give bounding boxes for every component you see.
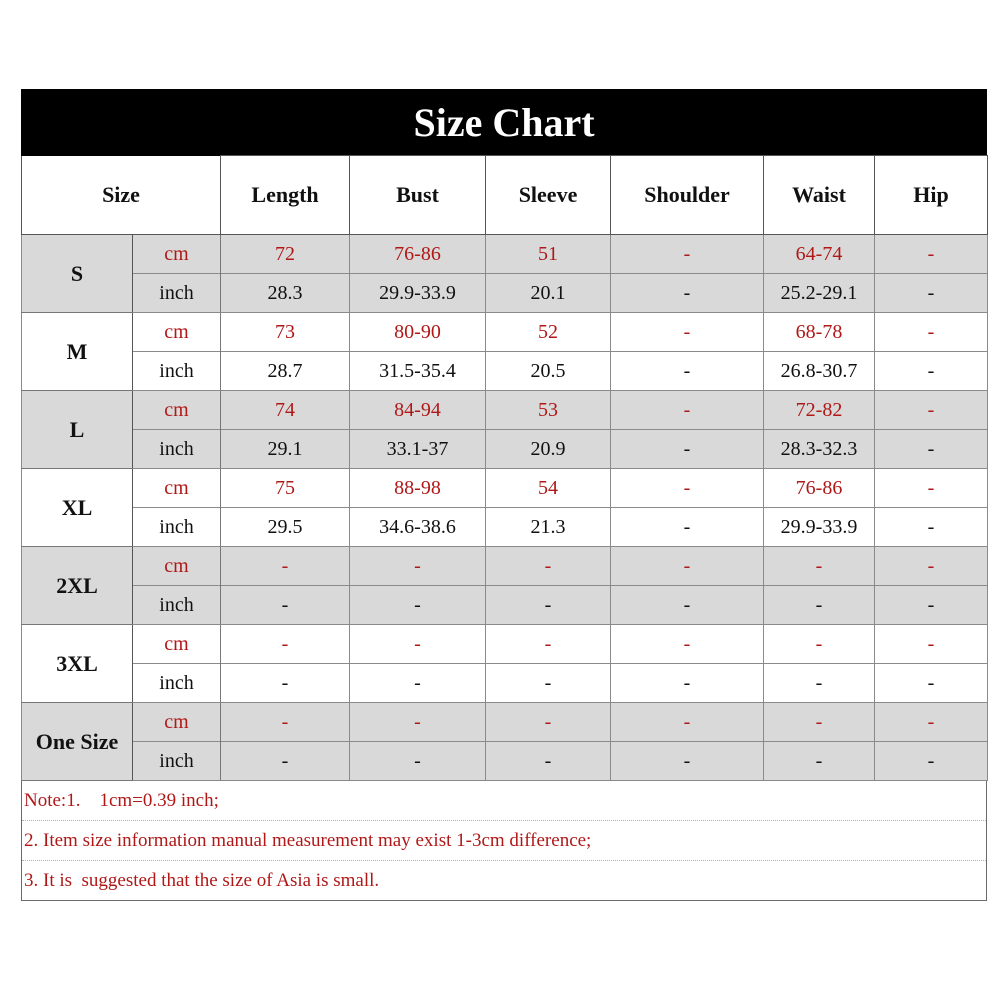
size-row-cm: [22, 313, 988, 352]
measurement-cell: -: [611, 664, 764, 703]
unit-label: inch: [133, 742, 221, 781]
size-label: 3XL: [22, 625, 133, 703]
measurement-cell: 20.1: [486, 274, 611, 313]
measurement-cell: -: [611, 430, 764, 469]
waist-column-header: Waist: [764, 156, 875, 235]
measurement-cell: 31.5-35.4: [350, 352, 486, 391]
measurement-cell: -: [611, 742, 764, 781]
measurement-cell: -: [875, 508, 988, 547]
size-column-header: Size: [22, 156, 221, 235]
size-row-inch: [22, 352, 988, 391]
measurement-cell: -: [764, 742, 875, 781]
measurement-cell: -: [350, 664, 486, 703]
measurement-cell: -: [875, 742, 988, 781]
size-table: [21, 155, 988, 781]
size-row-cm: [22, 703, 988, 742]
header-row: [22, 156, 988, 235]
size-label: 2XL: [22, 547, 133, 625]
measurement-cell: 34.6-38.6: [350, 508, 486, 547]
size-row-inch: [22, 664, 988, 703]
measurement-cell: -: [875, 625, 988, 664]
measurement-cell: -: [611, 313, 764, 352]
size-row-inch: [22, 430, 988, 469]
size-label: One Size: [22, 703, 133, 781]
measurement-cell: 76-86: [350, 235, 486, 274]
measurement-cell: -: [611, 469, 764, 508]
measurement-cell: 21.3: [486, 508, 611, 547]
measurement-cell: 88-98: [350, 469, 486, 508]
unit-label: inch: [133, 664, 221, 703]
measurement-cell: 20.9: [486, 430, 611, 469]
size-row-cm: [22, 235, 988, 274]
length-column-header: Length: [221, 156, 350, 235]
measurement-cell: -: [875, 313, 988, 352]
unit-label: inch: [133, 508, 221, 547]
measurement-cell: -: [611, 508, 764, 547]
measurement-cell: -: [486, 547, 611, 586]
size-label: XL: [22, 469, 133, 547]
measurement-cell: 20.5: [486, 352, 611, 391]
unit-label: cm: [133, 313, 221, 352]
measurement-cell: -: [221, 742, 350, 781]
size-chart-sheet: [21, 89, 987, 901]
measurement-cell: -: [875, 235, 988, 274]
measurement-cell: -: [611, 391, 764, 430]
measurement-cell: -: [875, 664, 988, 703]
measurement-cell: 84-94: [350, 391, 486, 430]
measurement-cell: 29.5: [221, 508, 350, 547]
measurement-cell: -: [486, 703, 611, 742]
bust-column-header: Bust: [350, 156, 486, 235]
measurement-cell: -: [611, 274, 764, 313]
measurement-cell: 33.1-37: [350, 430, 486, 469]
size-table-body: [22, 235, 988, 781]
measurement-cell: 73: [221, 313, 350, 352]
size-label: M: [22, 313, 133, 391]
measurement-cell: -: [221, 586, 350, 625]
measurement-cell: -: [875, 469, 988, 508]
measurement-cell: -: [350, 586, 486, 625]
unit-label: inch: [133, 352, 221, 391]
measurement-cell: -: [611, 547, 764, 586]
measurement-cell: -: [764, 625, 875, 664]
measurement-cell: -: [486, 742, 611, 781]
measurement-cell: -: [221, 703, 350, 742]
measurement-cell: -: [350, 703, 486, 742]
size-row-cm: [22, 547, 988, 586]
measurement-cell: 28.3: [221, 274, 350, 313]
measurement-cell: -: [764, 586, 875, 625]
measurement-cell: -: [611, 625, 764, 664]
measurement-cell: -: [486, 664, 611, 703]
size-label: S: [22, 235, 133, 313]
notes-section: [21, 781, 987, 901]
unit-label: cm: [133, 547, 221, 586]
measurement-cell: -: [875, 430, 988, 469]
shoulder-column-header: Shoulder: [611, 156, 764, 235]
measurement-cell: -: [350, 625, 486, 664]
size-row-cm: [22, 391, 988, 430]
measurement-cell: 29.1: [221, 430, 350, 469]
measurement-cell: -: [611, 235, 764, 274]
sleeve-column-header: Sleeve: [486, 156, 611, 235]
size-row-inch: [22, 508, 988, 547]
measurement-cell: -: [875, 352, 988, 391]
measurement-cell: -: [875, 391, 988, 430]
measurement-cell: 28.3-32.3: [764, 430, 875, 469]
measurement-cell: 80-90: [350, 313, 486, 352]
size-row-inch: [22, 742, 988, 781]
size-row-inch: [22, 586, 988, 625]
measurement-cell: 29.9-33.9: [764, 508, 875, 547]
measurement-cell: -: [875, 586, 988, 625]
unit-label: cm: [133, 469, 221, 508]
measurement-cell: 72-82: [764, 391, 875, 430]
measurement-cell: -: [350, 547, 486, 586]
measurement-cell: -: [611, 352, 764, 391]
hip-column-header: Hip: [875, 156, 988, 235]
unit-label: inch: [133, 274, 221, 313]
unit-label: inch: [133, 586, 221, 625]
measurement-cell: -: [875, 274, 988, 313]
measurement-cell: 76-86: [764, 469, 875, 508]
measurement-cell: 26.8-30.7: [764, 352, 875, 391]
measurement-cell: -: [221, 547, 350, 586]
measurement-cell: 54: [486, 469, 611, 508]
size-row-cm: [22, 469, 988, 508]
unit-label: cm: [133, 703, 221, 742]
measurement-cell: 74: [221, 391, 350, 430]
measurement-cell: 75: [221, 469, 350, 508]
measurement-cell: 53: [486, 391, 611, 430]
measurement-cell: -: [221, 664, 350, 703]
measurement-cell: -: [611, 586, 764, 625]
measurement-cell: -: [764, 703, 875, 742]
measurement-cell: 52: [486, 313, 611, 352]
measurement-cell: 68-78: [764, 313, 875, 352]
measurement-cell: -: [611, 703, 764, 742]
measurement-cell: 29.9-33.9: [350, 274, 486, 313]
measurement-cell: -: [350, 742, 486, 781]
measurement-cell: -: [221, 625, 350, 664]
measurement-cell: 51: [486, 235, 611, 274]
size-row-inch: [22, 274, 988, 313]
measurement-cell: 64-74: [764, 235, 875, 274]
measurement-cell: 25.2-29.1: [764, 274, 875, 313]
note-line: Note:1. 1cm=0.39 inch;: [24, 789, 219, 811]
measurement-cell: -: [764, 547, 875, 586]
measurement-cell: -: [486, 625, 611, 664]
unit-label: inch: [133, 430, 221, 469]
size-label: L: [22, 391, 133, 469]
measurement-cell: 72: [221, 235, 350, 274]
measurement-cell: -: [875, 703, 988, 742]
size-chart-title: Size Chart: [21, 89, 987, 155]
note-line: 2. Item size information manual measurement may exist 1-3cm difference;: [22, 820, 986, 860]
unit-label: cm: [133, 391, 221, 430]
size-row-cm: [22, 625, 988, 664]
measurement-cell: -: [764, 664, 875, 703]
unit-label: cm: [133, 235, 221, 274]
unit-label: cm: [133, 625, 221, 664]
note-line: 3. It is suggested that the size of Asia is small.: [22, 860, 986, 900]
measurement-cell: -: [486, 586, 611, 625]
measurement-cell: -: [875, 547, 988, 586]
measurement-cell: 28.7: [221, 352, 350, 391]
